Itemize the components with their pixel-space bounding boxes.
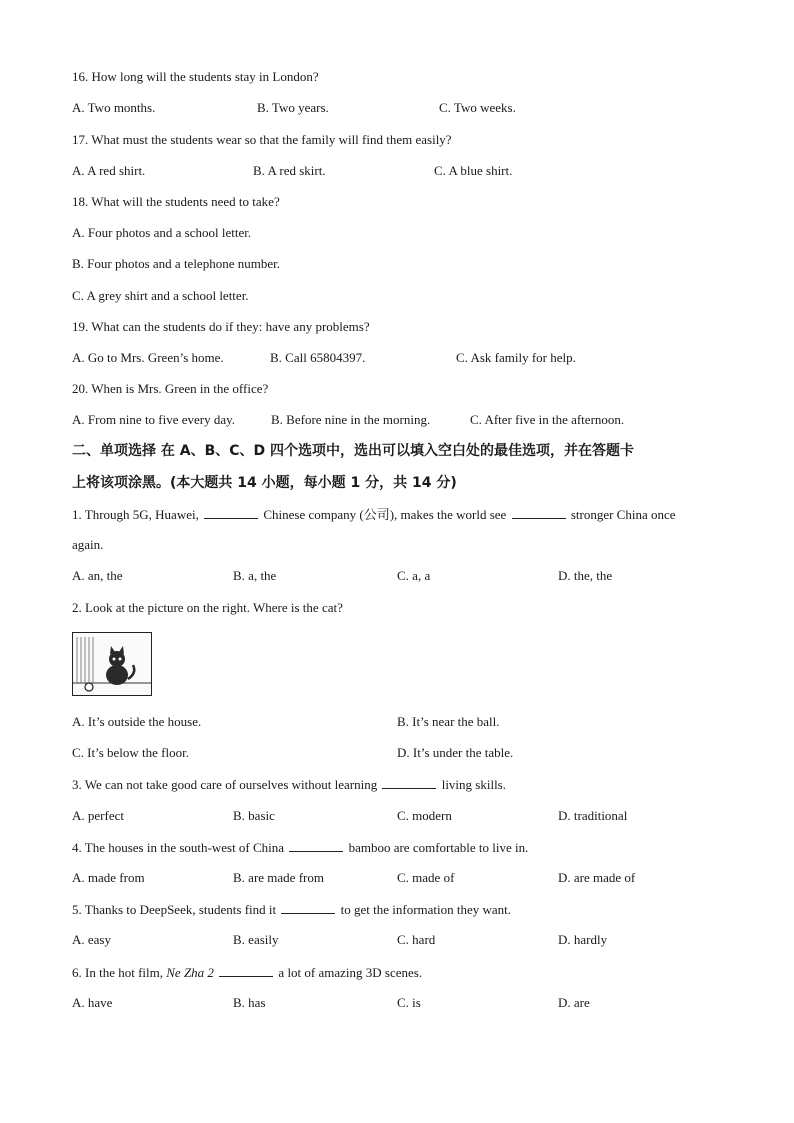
answer-blank	[204, 506, 258, 519]
mc-1-option-b: B. a, the	[233, 568, 277, 583]
cat-picture	[72, 632, 152, 696]
cat-illustration-icon	[73, 633, 151, 695]
option-16-b: B. Two years.	[257, 100, 329, 115]
mc-3-option-c: C. modern	[397, 808, 452, 823]
question-17: 17. What must the students wear so that the family will find them easily?	[72, 132, 452, 147]
mc-1-option-a: A. an, the	[72, 568, 123, 583]
mc-3-option-d: D. traditional	[558, 808, 628, 823]
option-16-c: C. Two weeks.	[439, 100, 516, 115]
mc-2-option-d: D. It’s under the table.	[397, 745, 514, 760]
mc-1-option-d: D. the, the	[558, 568, 613, 583]
mc-5-option-a: A. easy	[72, 932, 111, 947]
question-16: 16. How long will the students stay in London?	[72, 69, 319, 84]
film-title: Ne Zha 2	[166, 965, 214, 980]
mc-4-option-a: A. made from	[72, 870, 145, 885]
option-18-a: A. Four photos and a school letter.	[72, 225, 252, 240]
answer-blank	[289, 839, 343, 852]
option-18-c: C. A grey shirt and a school letter.	[72, 288, 249, 303]
mc-6-option-d: D. are	[558, 995, 590, 1010]
answer-blank	[382, 776, 436, 789]
mc-question-1-continued: again.	[72, 537, 104, 552]
mc-1-option-c: C. a, a	[397, 568, 431, 583]
mc-question-2: 2. Look at the picture on the right. Where is the cat?	[72, 600, 343, 615]
mc-3-option-a: A. perfect	[72, 808, 124, 823]
mc-4-option-d: D. are made of	[558, 870, 636, 885]
mc-4-option-c: C. made of	[397, 870, 455, 885]
mc-2-option-a: A. It’s outside the house.	[72, 714, 202, 729]
mc-question-6: 6. In the hot film, Ne Zha 2 a lot of amazing 3D scenes.	[72, 965, 423, 980]
mc-4-option-b: B. are made from	[233, 870, 324, 885]
mc-3-option-b: B. basic	[233, 808, 275, 823]
mc-question-4: 4. The houses in the south-west of China bamboo are comfortable to live in.	[72, 840, 529, 855]
mc-6-option-c: C. is	[397, 995, 421, 1010]
option-17-b: B. A red skirt.	[253, 163, 326, 178]
option-19-c: C. Ask family for help.	[456, 350, 576, 365]
option-16-a: A. Two months.	[72, 100, 156, 115]
answer-blank	[219, 964, 273, 977]
mc-question-5: 5. Thanks to DeepSeek, students find it to get the information they want.	[72, 902, 512, 917]
option-17-a: A. A red shirt.	[72, 163, 146, 178]
option-19-a: A. Go to Mrs. Green’s home.	[72, 350, 224, 365]
section-heading-line2: 上将该项涂黑。(本大题共 14 小题，每小题 1 分，共 14 分)	[72, 475, 457, 491]
mc-5-option-b: B. easily	[233, 932, 279, 947]
mc-5-option-c: C. hard	[397, 932, 436, 947]
mc-2-option-c: C. It’s below the floor.	[72, 745, 189, 760]
question-18: 18. What will the students need to take?	[72, 194, 280, 209]
option-19-b: B. Call 65804397.	[270, 350, 366, 365]
answer-blank	[512, 506, 566, 519]
section-heading-line1: 二、单项选择 在 A、B、C、D 四个选项中，选出可以填入空白处的最佳选项，并在答题卡	[72, 443, 635, 459]
mc-6-option-a: A. have	[72, 995, 113, 1010]
question-20: 20. When is Mrs. Green in the office?	[72, 381, 269, 396]
option-17-c: C. A blue shirt.	[434, 163, 513, 178]
option-18-b: B. Four photos and a telephone number.	[72, 256, 280, 271]
option-20-c: C. After five in the afternoon.	[470, 412, 625, 427]
option-20-a: A. From nine to five every day.	[72, 412, 236, 427]
mc-2-option-b: B. It’s near the ball.	[397, 714, 500, 729]
question-19: 19. What can the students do if they: have any problems?	[72, 319, 370, 334]
mc-5-option-d: D. hardly	[558, 932, 608, 947]
mc-question-1: 1. Through 5G, Huawei, Chinese company (公司), makes the world see stronger China once	[72, 507, 676, 522]
mc-question-3: 3. We can not take good care of ourselves without learning living skills.	[72, 777, 506, 792]
answer-blank	[281, 901, 335, 914]
mc-6-option-b: B. has	[233, 995, 266, 1010]
option-20-b: B. Before nine in the morning.	[271, 412, 431, 427]
